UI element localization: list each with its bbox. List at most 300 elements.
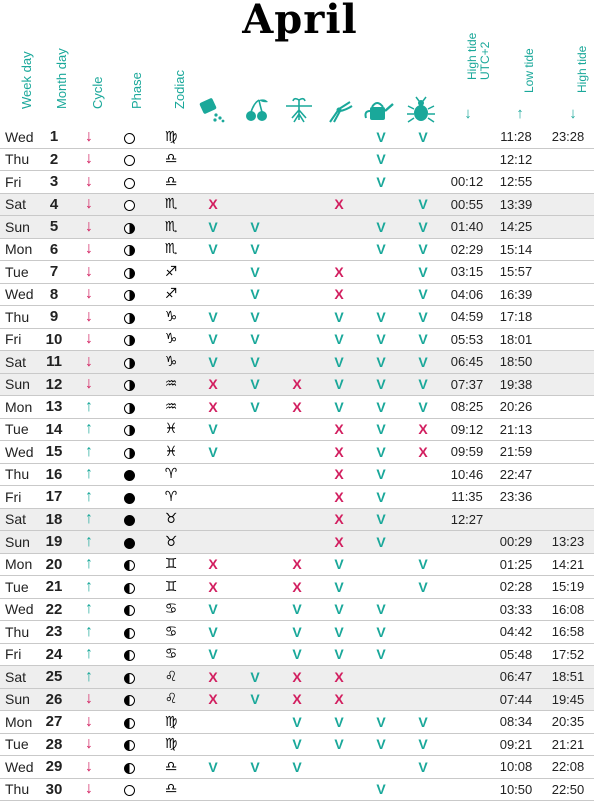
high-tide-cell: [542, 238, 594, 261]
month-day-cell: 18: [38, 508, 70, 531]
activity-mark-cell: V: [318, 598, 360, 621]
high-tide-utc-cell: [444, 576, 490, 599]
zodiac-cell: ♋: [150, 621, 192, 644]
activity-mark-cell: V: [234, 283, 276, 306]
activity-mark-cell: V: [360, 306, 402, 329]
high-tide-utc-cell: 05:53: [444, 328, 490, 351]
header-utc-text: UTC+2: [477, 41, 492, 80]
activity-mark-cell: V: [234, 666, 276, 689]
arrow-down-icon: ↓: [85, 735, 93, 753]
high-tide-cell: [542, 283, 594, 306]
watering-can-icon: [362, 96, 396, 124]
moon-phase-last-icon: [124, 650, 135, 661]
header-high-tide-text: High tide: [464, 32, 479, 80]
month-day-cell: 29: [38, 756, 70, 779]
table-row: [0, 216, 600, 239]
table-row: [0, 261, 600, 284]
activity-mark-cell: [192, 148, 234, 171]
cycle-cell: [70, 643, 108, 666]
zodiac-cell: ♎: [150, 778, 192, 801]
month-day-cell: 28: [38, 733, 70, 756]
activity-mark-cell: V: [234, 396, 276, 419]
phase-cell: [108, 531, 150, 554]
month-day-cell: 27: [38, 711, 70, 734]
high-tide-cell: [542, 261, 594, 284]
high-tide-cell: 16:08: [542, 598, 594, 621]
table-row: [0, 553, 600, 576]
zodiac-cell: ♊: [150, 576, 192, 599]
low-tide-cell: 16:39: [490, 283, 542, 306]
cycle-cell: [70, 216, 108, 239]
month-day-cell: 1: [38, 126, 70, 148]
month-day-cell: 20: [38, 553, 70, 576]
activity-mark-cell: [276, 328, 318, 351]
high-tide-cell: [542, 193, 594, 216]
activity-mark-cell: [402, 171, 444, 194]
arrow-down-icon: ↓: [85, 285, 93, 303]
activity-mark-cell: V: [318, 576, 360, 599]
zodiac-cell: ♏: [150, 193, 192, 216]
activity-mark-cell: V: [192, 441, 234, 464]
activity-mark-cell: [192, 711, 234, 734]
activity-mark-cell: V: [402, 553, 444, 576]
activity-mark-cell: V: [402, 261, 444, 284]
low-tide-cell: 21:13: [490, 418, 542, 441]
cycle-cell: [70, 328, 108, 351]
week-day-cell: Sat: [0, 193, 38, 216]
table-row: [0, 126, 600, 148]
table-row: [0, 486, 600, 509]
high-tide-cell: 22:50: [542, 778, 594, 801]
high-tide-utc-cell: [444, 621, 490, 644]
moon-phase-new-icon: [124, 785, 135, 796]
zodiac-cell: ♍: [150, 711, 192, 734]
cycle-cell: [70, 306, 108, 329]
table-row: [0, 306, 600, 329]
activity-mark-cell: V: [360, 643, 402, 666]
activity-mark-cell: [192, 508, 234, 531]
activity-mark-cell: V: [234, 328, 276, 351]
cycle-cell: [70, 126, 108, 148]
low-tide-cell: 07:44: [490, 688, 542, 711]
arrow-down-icon: ↓: [85, 330, 93, 348]
header-high-tide: [553, 45, 593, 122]
activity-mark-cell: V: [318, 328, 360, 351]
cycle-cell: [70, 441, 108, 464]
high-tide-utc-cell: 11:35: [444, 486, 490, 509]
arrow-up-icon: ↑: [85, 645, 93, 663]
table-row: [0, 733, 600, 756]
month-day-cell: 7: [38, 261, 70, 284]
arrow-up-icon: ↑: [85, 532, 93, 550]
high-tide-utc-cell: 00:55: [444, 193, 490, 216]
high-tide-utc-cell: [444, 531, 490, 554]
arrow-down-icon: ↓: [85, 780, 93, 798]
phase-cell: [108, 261, 150, 284]
zodiac-cell: ♎: [150, 148, 192, 171]
moon-phase-first-icon: [124, 245, 135, 256]
activity-mark-cell: V: [360, 711, 402, 734]
high-tide-cell: [542, 396, 594, 419]
high-tide-utc-cell: 07:37: [444, 373, 490, 396]
week-day-cell: Sun: [0, 688, 38, 711]
header-month-day-label: Month day: [54, 48, 69, 109]
cycle-cell: [70, 486, 108, 509]
activity-mark-cell: [276, 508, 318, 531]
activity-mark-cell: X: [276, 396, 318, 419]
activity-mark-cell: V: [318, 733, 360, 756]
header-high-tide-label: High tide: [575, 45, 590, 93]
zodiac-cell: ♈: [150, 486, 192, 509]
phase-cell: [108, 621, 150, 644]
activity-mark-cell: [234, 621, 276, 644]
moon-phase-new-icon: [124, 155, 135, 166]
cycle-cell: [70, 576, 108, 599]
moon-phase-full-icon: [124, 538, 135, 549]
activity-mark-cell: [402, 598, 444, 621]
phase-cell: [108, 238, 150, 261]
table-row: [0, 711, 600, 734]
arrow-down-icon: ↓: [85, 690, 93, 708]
moon-phase-new-icon: [124, 133, 135, 144]
cycle-cell: [70, 778, 108, 801]
high-tide-cell: 22:08: [542, 756, 594, 779]
low-tide-cell: 09:21: [490, 733, 542, 756]
phase-cell: [108, 778, 150, 801]
activity-mark-cell: X: [318, 486, 360, 509]
low-tide-cell: 13:39: [490, 193, 542, 216]
high-tide-cell: 23:28: [542, 126, 594, 148]
table-row: [0, 531, 600, 554]
moon-phase-first-icon: [124, 313, 135, 324]
arrow-up-icon: ↑: [85, 420, 93, 438]
low-tide-cell: 18:50: [490, 351, 542, 374]
month-day-cell: 23: [38, 621, 70, 644]
activity-mark-cell: X: [276, 373, 318, 396]
phase-cell: [108, 756, 150, 779]
week-day-cell: Fri: [0, 171, 38, 194]
activity-mark-cell: V: [402, 711, 444, 734]
month-day-cell: 12: [38, 373, 70, 396]
week-day-cell: Tue: [0, 733, 38, 756]
activity-mark-cell: [234, 576, 276, 599]
activity-mark-cell: V: [402, 733, 444, 756]
month-day-cell: 3: [38, 171, 70, 194]
activity-mark-cell: V: [360, 463, 402, 486]
activity-mark-cell: [276, 283, 318, 306]
high-tide-cell: [542, 418, 594, 441]
week-day-cell: Thu: [0, 306, 38, 329]
header-high-tide-utc-label: [466, 33, 492, 80]
root-icon: [282, 96, 316, 124]
phase-cell: [108, 486, 150, 509]
phase-cell: [108, 553, 150, 576]
header-zodiac-label: Zodiac: [172, 69, 187, 109]
moon-phase-first-icon: [124, 335, 135, 346]
activity-mark-cell: V: [318, 373, 360, 396]
cycle-cell: [70, 553, 108, 576]
low-tide-cell: 17:18: [490, 306, 542, 329]
table-row: [0, 238, 600, 261]
low-tide-cell: 02:28: [490, 576, 542, 599]
activity-mark-cell: V: [318, 553, 360, 576]
activity-mark-cell: X: [318, 666, 360, 689]
activity-mark-cell: [234, 508, 276, 531]
week-day-cell: Thu: [0, 778, 38, 801]
cycle-cell: [70, 148, 108, 171]
activity-mark-cell: V: [192, 351, 234, 374]
activity-mark-cell: [276, 261, 318, 284]
arrow-up-icon: ↑: [516, 105, 524, 122]
month-day-cell: 26: [38, 688, 70, 711]
table-row: [0, 441, 600, 464]
activity-mark-cell: V: [234, 756, 276, 779]
activity-mark-cell: V: [234, 261, 276, 284]
activity-mark-cell: V: [318, 351, 360, 374]
low-tide-cell: 18:01: [490, 328, 542, 351]
activity-mark-cell: [234, 486, 276, 509]
high-tide-utc-cell: 09:59: [444, 441, 490, 464]
cycle-cell: [70, 283, 108, 306]
phase-cell: [108, 126, 150, 148]
activity-mark-cell: V: [360, 373, 402, 396]
month-day-cell: 14: [38, 418, 70, 441]
week-day-cell: Thu: [0, 148, 38, 171]
activity-mark-cell: [234, 126, 276, 148]
activity-mark-cell: X: [318, 193, 360, 216]
month-day-cell: 13: [38, 396, 70, 419]
activity-mark-cell: V: [234, 216, 276, 239]
week-day-cell: Fri: [0, 643, 38, 666]
high-tide-utc-cell: 12:27: [444, 508, 490, 531]
arrow-down-icon: ↓: [85, 150, 93, 168]
moon-phase-last-icon: [124, 605, 135, 616]
activity-mark-cell: [234, 193, 276, 216]
activity-mark-cell: V: [276, 598, 318, 621]
high-tide-utc-cell: 06:45: [444, 351, 490, 374]
week-day-cell: Mon: [0, 711, 38, 734]
table-row: [0, 508, 600, 531]
activity-mark-cell: X: [318, 688, 360, 711]
table-row: [0, 621, 600, 644]
week-day-cell: Sun: [0, 531, 38, 554]
moon-phase-first-icon: [124, 448, 135, 459]
month-day-cell: 16: [38, 463, 70, 486]
zodiac-cell: ♏: [150, 238, 192, 261]
activity-mark-cell: [234, 148, 276, 171]
activity-mark-cell: [234, 531, 276, 554]
month-day-cell: 15: [38, 441, 70, 464]
activity-mark-cell: [402, 148, 444, 171]
high-tide-utc-cell: [444, 666, 490, 689]
activity-mark-cell: V: [318, 621, 360, 644]
moon-phase-last-icon: [124, 628, 135, 639]
activity-mark-cell: V: [318, 396, 360, 419]
low-tide-cell: 21:59: [490, 441, 542, 464]
arrow-up-icon: ↑: [85, 577, 93, 595]
cycle-cell: [70, 531, 108, 554]
activity-mark-cell: [402, 531, 444, 554]
phase-cell: [108, 441, 150, 464]
activity-mark-cell: V: [402, 756, 444, 779]
activity-mark-cell: V: [318, 711, 360, 734]
activity-mark-cell: X: [192, 576, 234, 599]
moon-phase-first-icon: [124, 425, 135, 436]
high-tide-utc-cell: 08:25: [444, 396, 490, 419]
activity-mark-cell: [234, 598, 276, 621]
cycle-cell: [70, 171, 108, 194]
phase-cell: [108, 733, 150, 756]
high-tide-cell: [542, 148, 594, 171]
phase-cell: [108, 396, 150, 419]
activity-mark-cell: V: [234, 688, 276, 711]
activity-mark-cell: [276, 238, 318, 261]
activity-mark-cell: [234, 711, 276, 734]
moon-phase-last-icon: [124, 695, 135, 706]
activity-mark-cell: [402, 621, 444, 644]
table-row: [0, 418, 600, 441]
zodiac-cell: ♍: [150, 733, 192, 756]
activity-mark-cell: [360, 261, 402, 284]
low-tide-cell: 00:29: [490, 531, 542, 554]
activity-mark-cell: V: [192, 328, 234, 351]
high-tide-utc-cell: [444, 688, 490, 711]
phase-cell: [108, 373, 150, 396]
activity-mark-cell: [234, 778, 276, 801]
arrow-down-icon: ↓: [85, 262, 93, 280]
week-day-cell: Thu: [0, 621, 38, 644]
activity-mark-cell: [192, 171, 234, 194]
activity-mark-cell: [360, 688, 402, 711]
activity-mark-cell: V: [360, 126, 402, 148]
low-tide-cell: 06:47: [490, 666, 542, 689]
week-day-cell: Sat: [0, 508, 38, 531]
zodiac-cell: ♒: [150, 373, 192, 396]
zodiac-cell: ♑: [150, 306, 192, 329]
activity-mark-cell: V: [360, 486, 402, 509]
month-day-cell: 11: [38, 351, 70, 374]
activity-mark-cell: X: [276, 576, 318, 599]
arrow-down-icon: ↓: [85, 217, 93, 235]
week-day-cell: Thu: [0, 463, 38, 486]
activity-mark-cell: [402, 688, 444, 711]
activity-mark-cell: V: [276, 711, 318, 734]
activity-mark-cell: V: [360, 238, 402, 261]
bug-icon: [404, 96, 438, 124]
zodiac-cell: ♒: [150, 396, 192, 419]
arrow-up-icon: ↑: [85, 622, 93, 640]
activity-mark-cell: V: [402, 126, 444, 148]
high-tide-utc-cell: [444, 711, 490, 734]
high-tide-utc-cell: [444, 598, 490, 621]
activity-mark-cell: [360, 756, 402, 779]
header-cycle: [76, 48, 104, 124]
high-tide-cell: 17:52: [542, 643, 594, 666]
activity-mark-cell: V: [234, 351, 276, 374]
zodiac-cell: ♋: [150, 643, 192, 666]
activity-mark-cell: V: [192, 216, 234, 239]
activity-mark-cell: [318, 238, 360, 261]
activity-mark-cell: X: [276, 688, 318, 711]
table-row: [0, 643, 600, 666]
activity-mark-cell: V: [402, 576, 444, 599]
arrow-down-icon: ↓: [85, 352, 93, 370]
header-phase-label: Phase: [129, 72, 144, 109]
month-day-cell: 21: [38, 576, 70, 599]
activity-mark-cell: X: [318, 531, 360, 554]
moon-phase-last-icon: [124, 763, 135, 774]
activity-mark-cell: [318, 756, 360, 779]
activity-mark-cell: V: [360, 508, 402, 531]
header-week-day: [0, 48, 38, 124]
low-tide-cell: 19:38: [490, 373, 542, 396]
zodiac-cell: ♎: [150, 756, 192, 779]
high-tide-utc-cell: [444, 148, 490, 171]
low-tide-cell: 11:28: [490, 126, 542, 148]
activity-mark-cell: X: [192, 553, 234, 576]
arrow-up-icon: ↑: [85, 555, 93, 573]
arrow-down-icon: ↓: [85, 240, 93, 258]
moon-phase-full-icon: [124, 515, 135, 526]
week-day-cell: Fri: [0, 486, 38, 509]
table-row: [0, 778, 600, 801]
low-tide-cell: 20:26: [490, 396, 542, 419]
arrow-down-icon: ↓: [85, 195, 93, 213]
zodiac-cell: ♌: [150, 688, 192, 711]
week-day-cell: Fri: [0, 328, 38, 351]
activity-mark-cell: V: [276, 621, 318, 644]
activity-mark-cell: [276, 486, 318, 509]
activity-mark-cell: [276, 418, 318, 441]
activity-mark-cell: V: [360, 216, 402, 239]
zodiac-cell: ♓: [150, 441, 192, 464]
cycle-cell: [70, 733, 108, 756]
activity-mark-cell: V: [360, 531, 402, 554]
low-tide-cell: 01:25: [490, 553, 542, 576]
high-tide-cell: [542, 216, 594, 239]
moon-phase-last-icon: [124, 560, 135, 571]
moon-phase-full-icon: [124, 470, 135, 481]
high-tide-cell: [542, 508, 594, 531]
high-tide-cell: 18:51: [542, 666, 594, 689]
high-tide-utc-cell: 10:46: [444, 463, 490, 486]
arrow-up-icon: ↑: [85, 442, 93, 460]
high-tide-cell: [542, 486, 594, 509]
week-day-cell: Wed: [0, 598, 38, 621]
activity-mark-cell: X: [402, 441, 444, 464]
activity-mark-cell: X: [402, 418, 444, 441]
table-row: [0, 328, 600, 351]
activity-mark-cell: [234, 643, 276, 666]
high-tide-cell: 19:45: [542, 688, 594, 711]
zodiac-cell: ♐: [150, 261, 192, 284]
month-day-cell: 10: [38, 328, 70, 351]
arrow-down-icon: ↓: [569, 105, 577, 122]
week-day-cell: Tue: [0, 261, 38, 284]
low-tide-cell: 15:14: [490, 238, 542, 261]
activity-mark-cell: V: [360, 778, 402, 801]
activity-mark-cell: V: [360, 598, 402, 621]
cycle-cell: [70, 756, 108, 779]
table-row: [0, 396, 600, 419]
header-high-tide-utc: [448, 32, 492, 122]
activity-mark-cell: V: [402, 373, 444, 396]
moon-phase-first-icon: [124, 358, 135, 369]
table-row: [0, 463, 600, 486]
phase-cell: [108, 711, 150, 734]
phase-cell: [108, 283, 150, 306]
low-tide-cell: 08:34: [490, 711, 542, 734]
